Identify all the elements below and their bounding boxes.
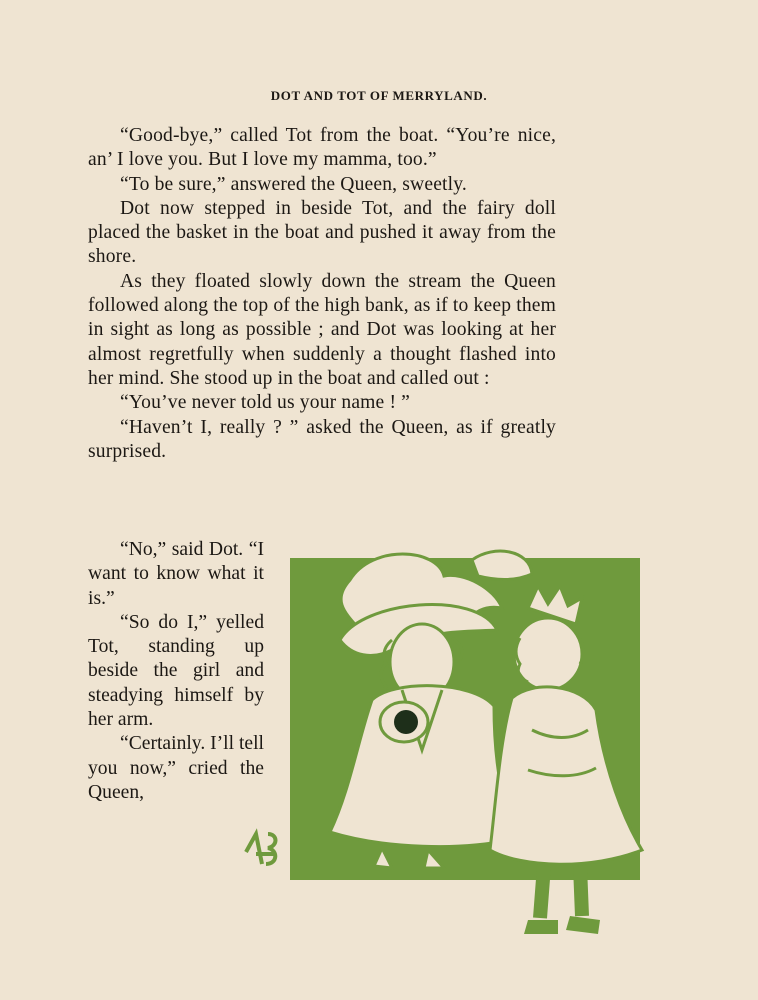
running-header: DOT AND TOT OF MERRYLAND. bbox=[270, 88, 488, 103]
queen-hat-plume bbox=[472, 551, 532, 579]
paragraph: “Good-bye,” called Tot from the boat. “You’re nice, an’ I love you. But I love my mamma, too.” bbox=[88, 125, 556, 171]
paragraph: “Haven’t I, really ? ” asked the Queen, as if greatly surprised. bbox=[88, 416, 556, 462]
paragraph: “Certainly. I’ll tell you now,” cried the Queen, bbox=[88, 733, 264, 803]
artist-monogram bbox=[246, 834, 276, 864]
paragraph: As they floated slowly down the stream the Queen followed along the top of the high bank, as if to keep them in sight as long as possible ; and Dot was looking at her almost regretfully when suddenly a thought flashed into her mind. She stood up in the boat and called out : bbox=[88, 270, 556, 389]
illustration bbox=[232, 530, 652, 974]
paragraph: “So do I,” yelled Tot, standing up beside the girl and steadying himself by her arm. bbox=[88, 611, 264, 731]
paragraph: Dot now stepped in beside Tot, and the fairy doll placed the basket in the boat and pushed it away from the shore. bbox=[88, 197, 556, 268]
paragraph: “To be sure,” answered the Queen, sweetly. bbox=[120, 173, 467, 195]
main-text-block bbox=[88, 124, 556, 464]
paragraph: “You’ve never told us your name ! ” bbox=[120, 392, 411, 414]
paragraph: “No,” said Dot. “I want to know what it is.” bbox=[88, 539, 264, 609]
dot-and-queen-illustration bbox=[232, 530, 652, 970]
